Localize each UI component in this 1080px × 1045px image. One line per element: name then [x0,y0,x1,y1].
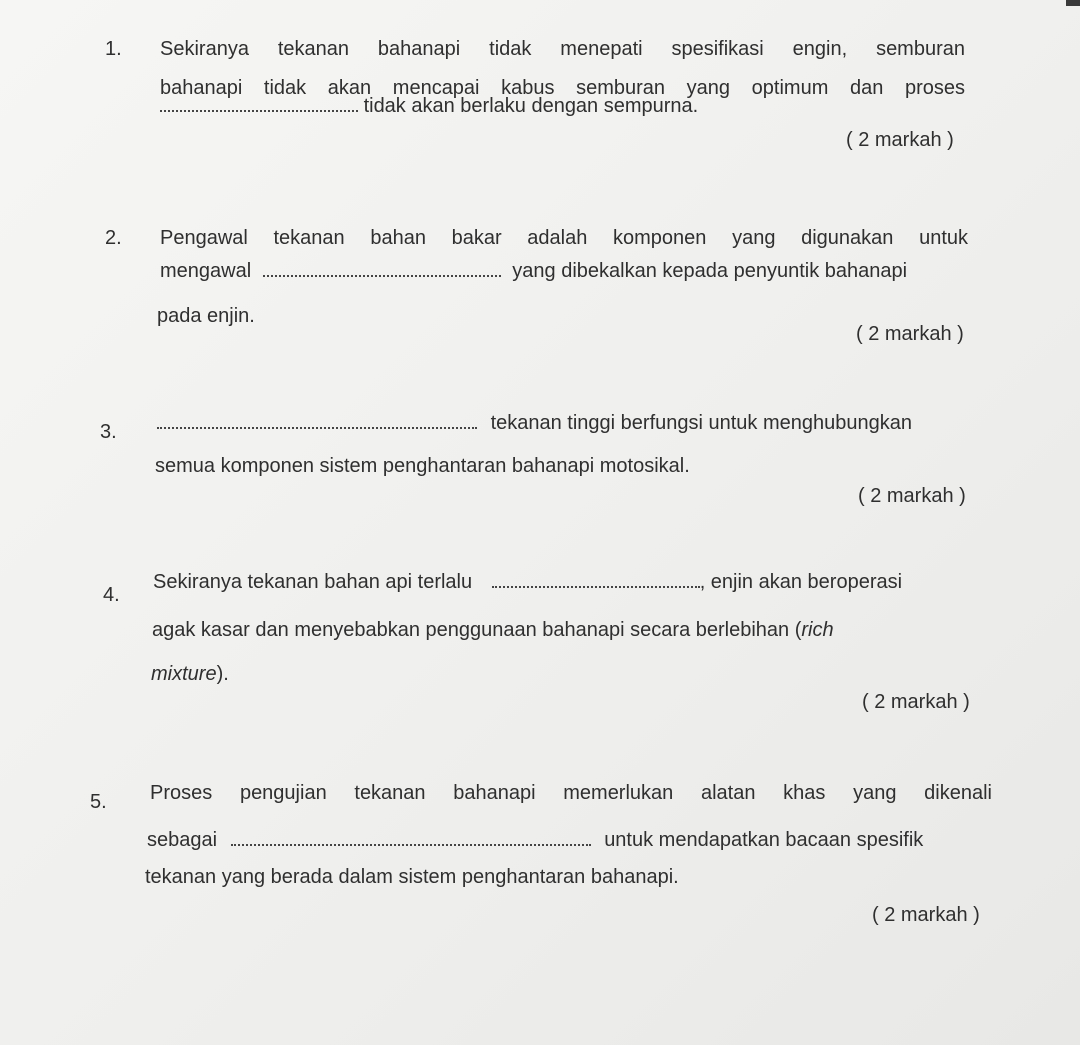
question-text-fragment: , enjin akan beroperasi [699,571,903,593]
question-text-line: semua komponen sistem penghantaran bahanapi motosikal. [155,455,690,477]
question-text-line [160,94,698,118]
question-text-fragment: mengawal [160,260,252,282]
answer-blank[interactable] [231,828,591,846]
question-text-line [160,259,907,283]
answer-blank[interactable] [263,259,501,277]
question-text-fragment: tidak akan berlaku dengan sempurna. [363,95,699,117]
marks-label: ( 2 markah ) [846,129,954,151]
question-number: 1. [105,38,122,60]
answer-blank[interactable] [492,570,700,588]
question-text-fragment: sebagai [147,829,218,851]
question-italic-term: mixture [151,663,217,685]
question-text-line: Sekiranya tekanan bahanapi tidak menepati spesifikasi engin, semburan [160,38,965,60]
question-text-fragment: Sekiranya tekanan bahan api terlalu [153,571,473,593]
question-text-line [153,570,902,594]
answer-blank[interactable] [160,94,358,112]
question-text-line: pada enjin. [157,305,255,327]
answer-blank[interactable] [157,411,477,429]
page-corner-mark [1066,0,1080,6]
question-text-line [157,411,912,435]
question-text-line: tekanan yang berada dalam sistem penghantaran bahanapi. [145,866,679,888]
marks-label: ( 2 markah ) [872,904,980,926]
question-text-fragment: yang dibekalkan kepada penyuntik bahanapi [512,260,908,282]
marks-label: ( 2 markah ) [856,323,964,345]
question-text-fragment: ). [216,663,229,685]
question-number: 4. [103,584,120,606]
question-text-line [147,828,923,852]
question-text-line: bahanapi tidak akan mencapai kabus semburan yang optimum dan proses [160,77,965,99]
question-text-line: Pengawal tekanan bahan bakar adalah komponen yang digunakan untuk [160,227,968,249]
marks-label: ( 2 markah ) [858,485,966,507]
question-number: 3. [100,421,117,443]
question-number: 2. [105,227,122,249]
question-text-fragment: tekanan tinggi berfungsi untuk menghubungkan [490,412,912,434]
question-text-line [151,662,229,686]
question-text-line [152,618,834,642]
question-text-line: Proses pengujian tekanan bahanapi memerlukan alatan khas yang dikenali [150,782,992,804]
question-text-fragment: untuk mendapatkan bacaan spesifik [604,829,924,851]
question-text-fragment: agak kasar dan menyebabkan penggunaan bahanapi secara berlebihan ( [152,619,802,641]
question-italic-term: rich [801,619,834,641]
question-number: 5. [90,791,107,813]
marks-label: ( 2 markah ) [862,691,970,713]
